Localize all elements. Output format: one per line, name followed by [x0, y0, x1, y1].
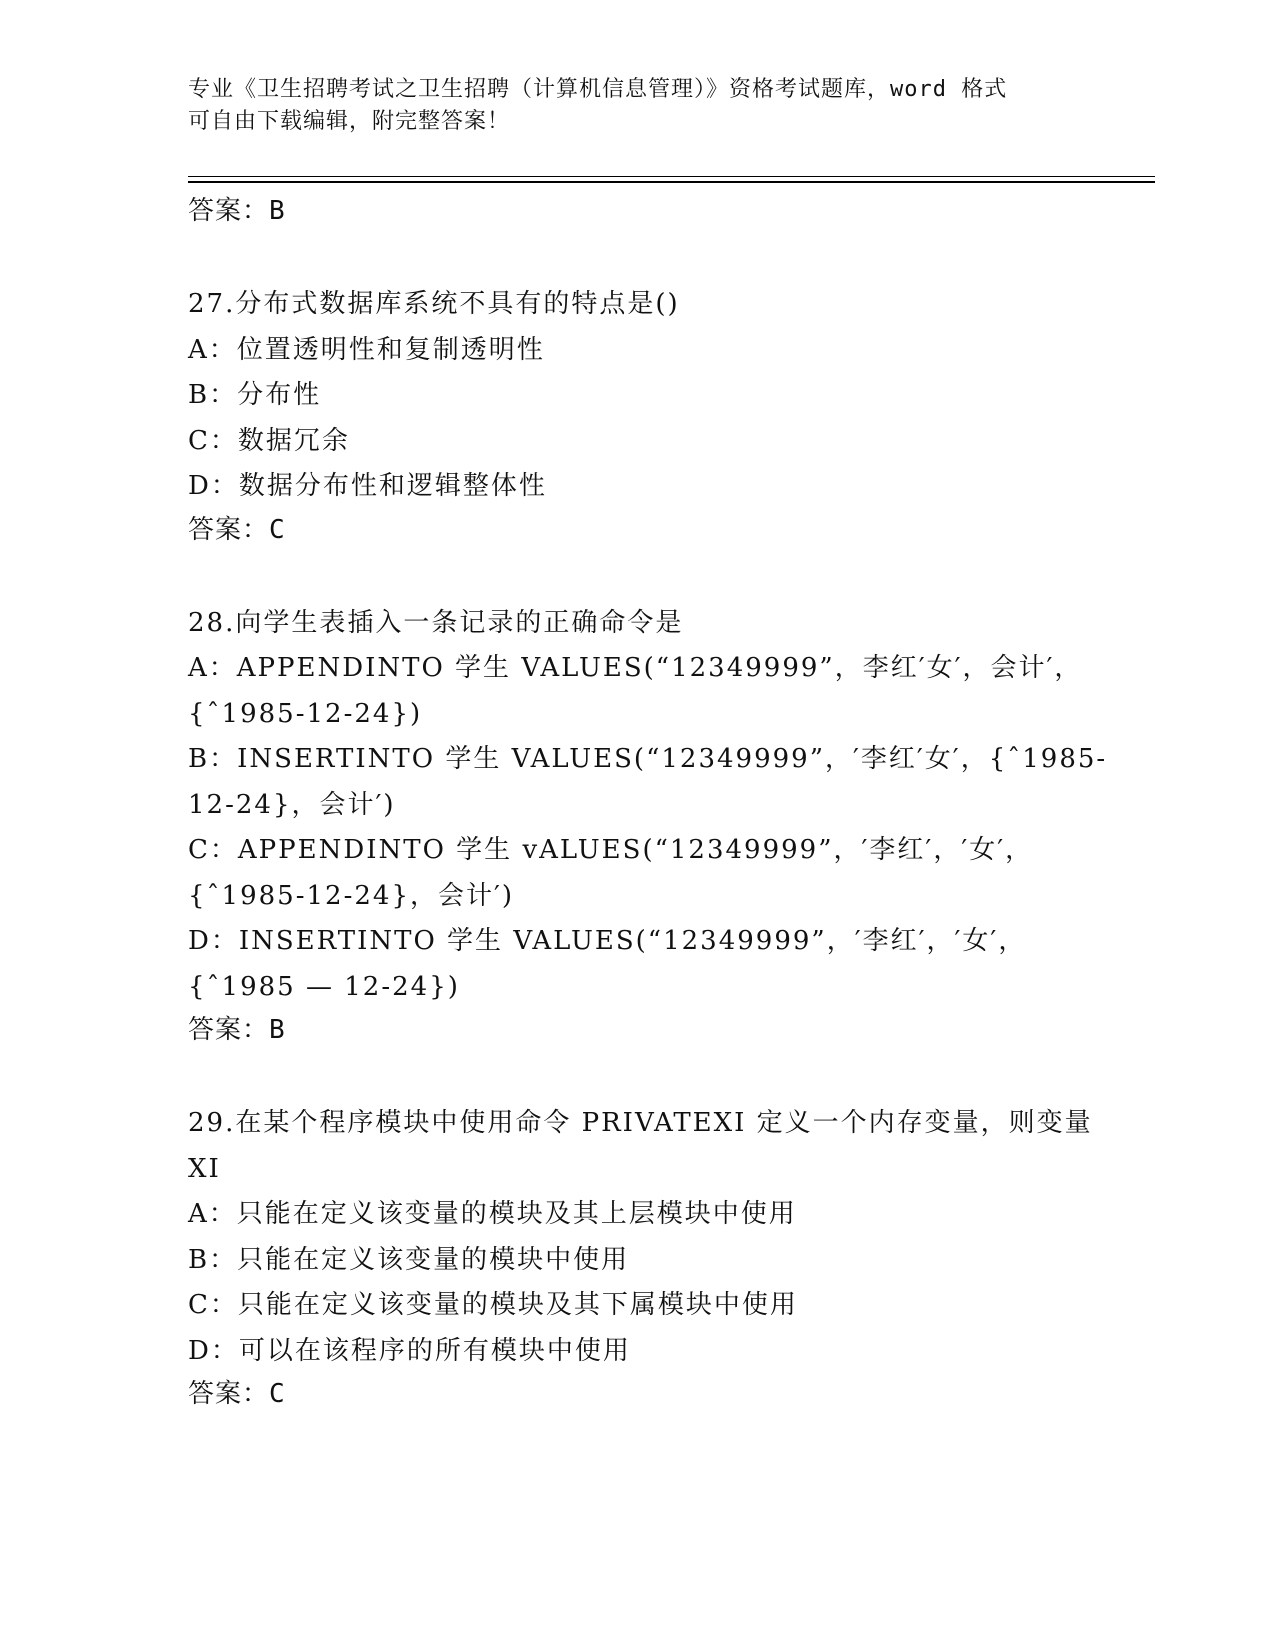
header-rule-thin: [188, 176, 1155, 177]
question-28: [188, 601, 1108, 1051]
answer: 答案：C: [188, 514, 286, 545]
option-d-continued: {ˆ1985 — 12-24}): [188, 971, 460, 1002]
option-b: B：INSERTINTO 学生 VALUES(“12349999”，′李红′女′，{ˆ1985-: [188, 744, 1108, 774]
option-b-continued: 12-24}，会计′): [188, 789, 396, 820]
option-c: C：只能在定义该变量的模块及其下属模块中使用: [188, 1290, 798, 1320]
question-stem: 29.在某个程序模块中使用命令 PRIVATEXI 定义一个内存变量，则变量: [188, 1108, 1093, 1138]
header-line-1: 专业《卫生招聘考试之卫生招聘（计算机信息管理）》资格考试题库，word 格式: [188, 77, 1008, 102]
previous-answer: 答案：B: [188, 196, 286, 226]
document-header: [188, 74, 1088, 138]
question-stem: 28.向学生表插入一条记录的正确命令是: [188, 607, 684, 638]
option-d: D：数据分布性和逻辑整体性: [188, 471, 547, 501]
option-c: C：APPENDINTO 学生 vALUES(“12349999”，′李红′，′女′，: [188, 835, 1034, 865]
question-content: [188, 191, 1108, 1414]
option-b: B：分布性: [188, 380, 322, 410]
option-d: D：INSERTINTO 学生 VALUES(“12349999”，′李红′，′女′，: [188, 926, 1027, 956]
option-a: A：位置透明性和复制透明性: [188, 334, 545, 365]
answer: 答案：B: [188, 1015, 286, 1045]
option-a: A：APPENDINTO 学生 VALUES(“12349999”，李红′女′，会计′，: [188, 653, 1083, 683]
option-d: D：可以在该程序的所有模块中使用: [188, 1335, 631, 1366]
option-c-continued: {ˆ1985-12-24}，会计′): [188, 880, 515, 911]
option-a-continued: {ˆ1985-12-24}): [188, 698, 423, 729]
option-b: B：只能在定义该变量的模块中使用: [188, 1244, 630, 1275]
header-line-2: 可自由下载编辑，附完整答案！: [188, 109, 511, 134]
spacer: [188, 550, 1088, 601]
header-rule-thick: [188, 181, 1155, 183]
question-27: [188, 282, 1088, 550]
option-a: A：只能在定义该变量的模块及其上层模块中使用: [188, 1199, 797, 1229]
spacer: [188, 231, 1088, 282]
question-stem-continued: XI: [188, 1153, 221, 1184]
spacer: [188, 1050, 1088, 1101]
question-stem: 27.分布式数据库系统不具有的特点是(): [188, 289, 680, 319]
question-29: [188, 1101, 1093, 1414]
option-c: C：数据冗余: [188, 425, 350, 456]
answer: 答案：C: [188, 1379, 286, 1409]
